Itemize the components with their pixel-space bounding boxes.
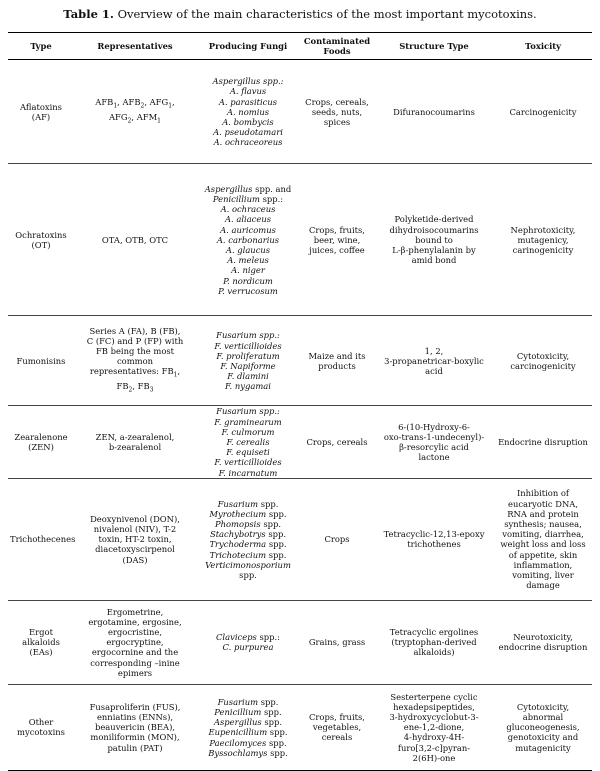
representatives-line: representatives: $FB_1$, [89,366,181,380]
type-line: mycotoxins [17,727,65,738]
foods-line: Maize and its [308,350,366,361]
fungus-name: P. nordicum [223,275,273,286]
cell-structure-type [374,406,494,478]
structure-line: 1, 2, [424,345,444,356]
representatives-line: b-zearalenol [108,442,162,453]
toxicity-line: mutagenicity [515,742,571,753]
toxicity-line: synthesis; nausea, [504,518,582,529]
type-line: Fumonisins [16,355,66,366]
fungus-name: A. nomius [226,106,270,117]
toxicity-line: eucaryotic DNA, [508,498,578,509]
fungus-name: Paecilomyces spp. [209,737,287,748]
cell-contaminated-foods [300,406,374,478]
cell-producing-fungi [196,316,300,406]
toxicity-line: inflammation, [513,559,573,570]
foods-line: beer, wine, [313,234,361,245]
toxicity-line: of appetite, skin [508,549,578,560]
representatives-line: Deoxynivenol (DON), [90,513,180,524]
foods-line: Crops, fruits, [309,224,365,235]
cell-representatives [74,684,196,770]
structure-line: L-β-phenylalanin by [392,245,476,255]
cell-structure-type [374,316,494,406]
toxicity-line: Nephrotoxicity, [510,224,576,235]
fungus-name: A. meleus [227,255,269,266]
cell-type [8,406,74,478]
cell-toxicity [494,478,592,600]
toxicity-line: endocrine disruption [498,642,588,653]
fungi-genus: Fusarium spp.: [216,406,280,417]
fungus-name: Penicillium spp. [214,706,282,717]
cell-toxicity [494,164,592,316]
header-toxicity: Toxicity [494,33,592,60]
structure-line: hexadepsipeptides, [393,701,475,712]
cell-toxicity [494,316,592,406]
foods-line: Crops, fruits, [309,712,365,723]
toxicity-line: vomiting, diarrhea, [502,529,584,540]
representatives-line: enniatins (ENNs), [96,712,174,723]
foods-line: seeds, nuts, [311,106,363,117]
toxicity-line: RNA and protein [507,508,579,519]
structure-line: 3-propanetricar-boxylic [384,355,484,366]
cell-toxicity [494,406,592,478]
table-caption [8,6,592,22]
cell-producing-fungi [196,164,300,316]
fungus-name: A. aliaceus [224,214,272,225]
cell-representatives [74,600,196,684]
table-row [8,60,592,164]
cell-producing-fungi [196,478,300,600]
representatives-line: $AFB_1$, $AFB_2$, $AFG_1$, [95,97,175,110]
toxicity-line: carinogenicity [512,245,574,255]
table-body [8,60,592,770]
type-line: (OT) [31,239,51,250]
representatives-line: toxin, HT-2 toxin, [98,534,172,545]
representatives-line: Series A (FA), B (FB), [89,325,181,336]
cell-toxicity [494,60,592,164]
fungus-name: Trichotecium spp. [209,549,287,560]
cell-toxicity [494,684,592,770]
representatives-line: diacetoxyscirpenol [95,544,175,555]
table-row [8,316,592,406]
fungus-name: A. bombycis [222,117,274,127]
type-line: Ochratoxins [15,229,67,240]
cell-type [8,316,74,406]
toxicity-line: carcinogenicity [510,360,576,371]
structure-line: oxo-trans-1-undecenyl)- [383,431,485,442]
fungi-genus: Aspergillus spp. and [204,183,292,194]
fungus-name: F. nygamai [225,381,271,392]
cell-structure-type [374,478,494,600]
fungus-name: P. verrucosum [218,285,278,296]
fungus-name: C. purpurea [222,642,274,653]
structure-line: β-resorcylic acid [399,442,469,453]
table-row [8,478,592,600]
toxicity-line: Cytotoxicity, [516,350,570,361]
toxicity-line: damage [526,580,560,591]
type-line: Aflatoxins (AF) [20,101,62,122]
structure-line: Sesterterpene cyclic [390,691,478,702]
fungus-name: Aspergillus spp. [213,717,283,728]
structure-line: Polyketide-derived [394,214,474,225]
foods-line: juices, coffee [309,245,365,255]
type-line: Other [28,717,54,728]
fungus-name: A. ochraceus [220,204,276,215]
structure-line: dihydroisocoumarins [389,224,479,235]
foods-line: products [318,360,356,371]
type-line: Zearalenone [14,431,68,442]
representatives-line: (DAS) [122,554,148,565]
table-row [8,164,592,316]
fungus-name: F. cerealis [226,437,270,448]
cell-producing-fungi [196,60,300,164]
caption-label: Table 1. [63,7,114,21]
structure-line: 4-hydroxy-4H- [403,732,465,743]
cell-structure-type [374,164,494,316]
toxicity-line: weight loss and loss [500,539,586,550]
toxicity-line: Endocrine disruption [498,437,588,448]
header-structure-type: Structure Type [374,33,494,60]
toxicity-line: Inhibition of [516,488,570,499]
fungus-name: A. ochraceoreus [213,137,283,148]
toxicity-line: genotoxicity and [507,732,579,743]
representatives-line: corresponding –inine [90,657,180,668]
fungus-name: A. glaucus [225,245,271,255]
structure-line: furo[3,2-c]pyran- [397,742,471,753]
structure-line: lactone [418,452,450,463]
fungus-name: F. dlamini [227,371,269,382]
representatives-line: Ergometrine, [106,606,164,617]
cell-contaminated-foods [300,684,374,770]
structure-line: (tryptophan-derived [391,637,477,648]
cell-type [8,60,74,164]
fungus-name: A. carbonarius [216,234,280,245]
toxicity-line: gluconeogenesis, [506,722,580,733]
type-line: (EAs) [29,647,53,658]
fungus-name: F. Napiforme [220,360,276,371]
type-line: (ZEN) [28,442,54,453]
representatives-line: nivalenol (NIV), T-2 [93,524,177,535]
cell-type [8,164,74,316]
foods-line: vegetables, [312,722,362,733]
table-row [8,600,592,684]
fungus-name: F. incarnatum [218,467,278,478]
toxicity-line: Neurotoxicity, [513,632,573,643]
representatives-line: ergocristine, [107,627,163,638]
structure-line: trichothenes [407,539,461,550]
representatives-line: epimers [117,667,153,678]
table-row [8,406,592,478]
cell-contaminated-foods [300,60,374,164]
fungus-name: Phomopsis spp. [214,518,282,529]
cell-producing-fungi [196,600,300,684]
representatives-line: beauvericin (BEA), [94,722,175,733]
fungus-name: A. flavus [229,86,267,97]
table-row [8,684,592,770]
cell-contaminated-foods [300,164,374,316]
structure-line: acid [425,366,443,376]
fungus-name: Myrothecium spp. [209,508,287,519]
fungus-name: A. parasiticus [218,96,278,107]
type-line: Trichothecenes [10,534,76,545]
structure-line: 3-hydroxycyclobut-3- [389,712,479,723]
foods-line: Crops, cereals, [305,96,369,107]
representatives-line: moniliformin (MON), [90,732,180,743]
representatives-line: common [116,356,154,367]
header-type: Type [8,33,74,60]
representatives-line: C (FC) and P (FP) with [86,335,184,346]
cell-structure-type [374,684,494,770]
fungus-name: F. graminearum [214,416,282,427]
fungus-name: F. culmorum [221,426,275,437]
foods-line: Crops [324,534,350,545]
toxicity-line: Carcinogenicity [509,106,577,117]
representatives-line: $AFG_2$, $AFM_1$ [109,111,161,125]
fungus-name: Verticimonosporium spp. [205,559,291,580]
header-representatives: Representatives [74,33,196,60]
representatives-line: OTA, OTB, OTC [101,234,169,245]
cell-structure-type [374,600,494,684]
caption-text: Overview of the main characteristics of the most important mycotoxins. [117,7,537,21]
fungus-name: Byssochlamys spp. [208,747,288,758]
cell-representatives [74,60,196,164]
structure-line: Tetracyclic-12,13-epoxy [383,529,485,540]
foods-line: cereals [321,732,353,743]
fungi-genus: Penicillium spp.: [212,193,284,204]
fungus-name: Stachybotrys spp. [209,529,287,540]
cell-representatives [74,316,196,406]
cell-contaminated-foods [300,478,374,600]
header-row [8,33,592,60]
representatives-line: FB being the most [95,346,175,357]
structure-line: Difuranocoumarins [393,106,475,117]
mycotoxin-table [8,32,592,771]
fungus-name: Fusarium spp. [217,696,279,707]
fungi-genus: Aspergillus spp.: [212,76,284,87]
representatives-line: ergocryptine, [106,637,164,648]
representatives-line: ZEN, a-zearalenol, [95,431,175,442]
structure-line: bound to [415,234,453,245]
type-line: Ergot alkaloids [22,627,60,648]
structure-line: 2(6H)-one [412,752,456,763]
foods-line: Crops, cereals [306,437,368,448]
foods-line: spices [323,117,351,127]
cell-representatives [74,406,196,478]
fungus-name: Fusarium spp. [217,498,279,509]
structure-line: alkaloids) [413,647,455,658]
structure-line: amid bond [411,255,457,266]
fungus-name: A. auricomus [220,224,276,235]
cell-toxicity [494,600,592,684]
toxicity-line: Cytotoxicity, [516,701,570,712]
structure-line: ene-1,2-dione, [403,722,465,733]
cell-producing-fungi [196,406,300,478]
toxicity-line: mutagenicy, [517,234,569,245]
cell-type [8,684,74,770]
header-contaminated-foods: Contaminated Foods [300,33,374,60]
cell-contaminated-foods [300,600,374,684]
structure-line: 6-(10-Hydroxy-6- [398,421,470,432]
fungus-name: F. verticillioides [214,340,282,351]
cell-type [8,600,74,684]
cell-representatives [74,164,196,316]
fungus-name: Claviceps spp.: [216,632,280,643]
representatives-line: ergotamine, ergosine, [88,616,182,627]
representatives-line: patulin (PAT) [107,742,163,753]
fungi-genus: Fusarium spp.: [216,330,280,341]
representatives-line: $FB_2$, $FB_3$ [116,381,154,394]
foods-line: Grains, grass [308,637,366,648]
cell-type [8,478,74,600]
fungus-name: A. pseudotamari [213,127,283,138]
cell-producing-fungi [196,684,300,770]
structure-line: Tetracyclic ergolines [389,627,479,638]
fungus-name: A. niger [231,265,265,276]
representatives-line: ergocornine and the [91,647,179,658]
toxicity-line: abnormal [522,712,564,723]
cell-representatives [74,478,196,600]
representatives-line: Fusaproliferin (FUS), [89,701,181,712]
fungus-name: F. verticillioides [214,457,282,468]
fungus-name: Eupenicillium spp. [208,727,288,738]
fungus-name: Trychoderma spp. [209,539,287,550]
cell-contaminated-foods [300,316,374,406]
toxicity-line: vomiting, liver [512,569,574,580]
header-producing-fungi: Producing Fungi [196,33,300,60]
fungus-name: F. equiseti [226,447,270,458]
fungus-name: F. proliferatum [216,350,280,361]
cell-structure-type [374,60,494,164]
